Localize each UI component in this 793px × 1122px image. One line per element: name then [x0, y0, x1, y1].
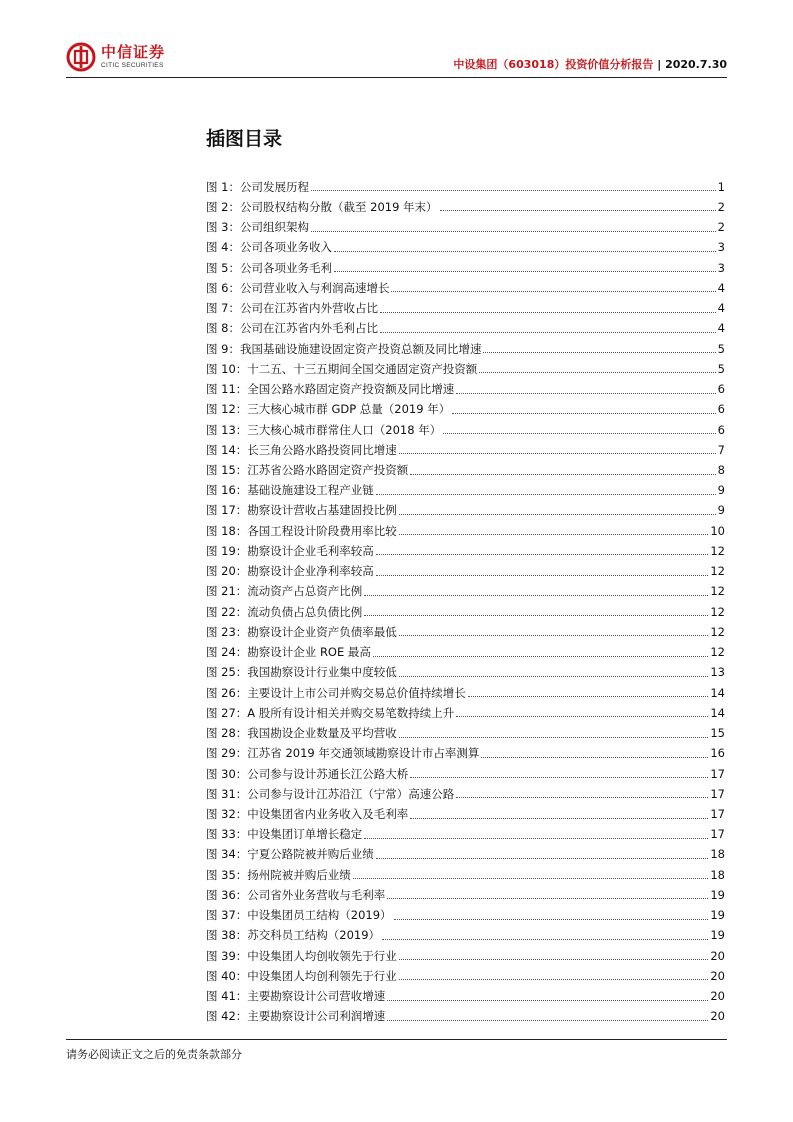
toc-dot-leader	[410, 818, 708, 819]
toc-entry-label: 图 32：中设集团省内业务收入及毛利率	[206, 807, 409, 821]
footer-disclaimer: 请务必阅读正文之后的免责条款部分	[66, 1048, 242, 1061]
toc-entry-page: 3	[717, 240, 725, 255]
toc-entry-label: 图 24：勘察设计企业 ROE 最高	[206, 645, 371, 660]
toc-entry[interactable]	[206, 824, 725, 844]
toc-entry-page: 6	[717, 402, 725, 417]
toc-entry[interactable]	[206, 904, 725, 924]
toc-dot-leader	[483, 352, 715, 353]
toc-entry-label: 图 2：公司股权结构分散（截至 2019 年末）	[206, 199, 438, 214]
toc-entry-page: 18	[710, 867, 725, 882]
toc-dot-leader	[387, 1000, 708, 1001]
toc-dot-leader	[376, 858, 709, 859]
toc-dot-leader	[456, 393, 715, 394]
toc-entry-page: 8	[717, 463, 725, 478]
toc-entry[interactable]	[206, 318, 725, 338]
footer-divider	[66, 1039, 727, 1040]
toc-dot-leader	[394, 919, 709, 920]
toc-entry-label: 图 6：公司营业收入与利润高速增长	[206, 280, 390, 295]
toc-entry[interactable]	[206, 176, 725, 196]
toc-dot-leader	[481, 757, 708, 758]
toc-entry[interactable]	[206, 399, 725, 419]
toc-entry-label: 图 12：三大核心城市群 GDP 总量（2019 年）	[206, 402, 451, 417]
toc-entry[interactable]	[206, 925, 725, 945]
toc-dot-leader	[376, 575, 709, 576]
toc-entry-label: 图 34：宁夏公路院被并购后业绩	[206, 847, 374, 862]
toc-entry-label: 图 14：长三角公路水路投资同比增速	[206, 442, 397, 457]
toc-entry-page: 20	[710, 1009, 725, 1024]
toc-dot-leader	[380, 312, 716, 313]
toc-dot-leader	[364, 838, 708, 839]
toc-entry-label: 图 21：流动资产占总资产比例	[206, 584, 363, 599]
toc-entry[interactable]	[206, 297, 725, 317]
toc-entry-page: 20	[710, 968, 725, 983]
toc-entry[interactable]	[206, 621, 725, 641]
toc-entry-label: 图 20：勘察设计企业净利率较高	[206, 564, 374, 579]
toc-entry[interactable]	[206, 378, 725, 398]
toc-entry-label: 图 36：公司省外业务营收与毛利率	[206, 887, 386, 902]
toc-entry[interactable]	[206, 459, 725, 479]
page-header	[66, 38, 727, 78]
toc-dot-leader	[376, 494, 716, 495]
toc-entry[interactable]	[206, 682, 725, 702]
citic-logo	[66, 40, 165, 74]
toc-dot-leader	[387, 898, 708, 899]
toc-entry-label: 图 3：公司组织架构	[206, 220, 309, 235]
toc-entry[interactable]	[206, 641, 725, 661]
toc-entry-label: 图 7：公司在江苏省内外营收占比	[206, 301, 378, 316]
header-separator: |	[657, 58, 662, 71]
toc-dot-leader	[440, 210, 716, 211]
toc-entry[interactable]	[206, 601, 725, 621]
toc-entry-label: 图 31：公司参与设计江苏沿江（宁常）高速公路	[206, 786, 455, 801]
toc-entry[interactable]	[206, 439, 725, 459]
toc-entry-label: 图 42：主要勘察设计公司利润增速	[206, 1009, 386, 1024]
toc-entry[interactable]	[206, 216, 725, 236]
toc-entry-page: 15	[710, 726, 725, 741]
toc-entry-page: 5	[717, 361, 725, 376]
toc-dot-leader	[399, 979, 709, 980]
toc-entry-page: 5	[717, 341, 725, 356]
toc-entry-label: 图 17：勘察设计营收占基建固投比例	[206, 503, 397, 518]
toc-entry[interactable]	[206, 581, 725, 601]
report-name: 中设集团（603018）投资价值分析报告	[453, 58, 654, 71]
toc-entry-label: 图 28：我国勘设企业数量及平均营收	[206, 726, 397, 741]
toc-dot-leader	[456, 716, 708, 717]
toc-dot-leader	[311, 231, 716, 232]
toc-entry-page: 12	[710, 645, 725, 660]
toc-entry-label: 图 4：公司各项业务收入	[206, 240, 332, 255]
toc-dot-leader	[456, 797, 708, 798]
toc-entry-label: 图 41：主要勘察设计公司营收增速	[206, 989, 386, 1004]
toc-entry[interactable]	[206, 763, 725, 783]
toc-entry-page: 17	[710, 807, 725, 821]
toc-dot-leader	[364, 595, 708, 596]
toc-dot-leader	[364, 615, 708, 616]
toc-entry-label: 图 35：扬州院被并购后业绩	[206, 867, 351, 882]
page-title: 插图目录	[206, 128, 283, 150]
toc-entry-page: 14	[710, 705, 725, 720]
toc-dot-leader	[376, 554, 709, 555]
toc-entry-page: 9	[717, 503, 725, 518]
toc-entry[interactable]	[206, 945, 725, 965]
figure-toc-list	[206, 176, 725, 1026]
logo-english-text: CITIC SECURITIES	[101, 61, 164, 69]
toc-entry[interactable]	[206, 419, 725, 439]
toc-entry-label: 图 23：勘察设计企业资产负债率最低	[206, 624, 397, 639]
toc-entry-page: 13	[710, 665, 725, 680]
toc-entry-page: 12	[710, 604, 725, 619]
toc-entry-page: 12	[710, 564, 725, 579]
toc-dot-leader	[399, 514, 716, 515]
toc-entry[interactable]	[206, 338, 725, 358]
toc-entry[interactable]	[206, 864, 725, 884]
toc-entry-label: 图 27：A 股所有设计相关并购交易笔数持续上升	[206, 705, 455, 720]
toc-entry-label: 图 10：十二五、十三五期间全国交通固定资产投资额	[206, 361, 478, 376]
toc-entry-page: 6	[717, 422, 725, 437]
toc-dot-leader	[399, 737, 709, 738]
toc-entry-label: 图 39：中设集团人均创收领先于行业	[206, 948, 397, 963]
toc-entry-page: 4	[717, 280, 725, 295]
toc-entry-page: 2	[717, 220, 725, 235]
toc-entry[interactable]	[206, 803, 725, 823]
toc-entry[interactable]	[206, 844, 725, 864]
toc-entry[interactable]	[206, 237, 725, 257]
toc-entry[interactable]	[206, 965, 725, 985]
toc-dot-leader	[468, 696, 709, 697]
toc-entry[interactable]	[206, 257, 725, 277]
toc-dot-leader	[373, 656, 708, 657]
toc-entry[interactable]	[206, 540, 725, 560]
toc-dot-leader	[399, 453, 716, 454]
toc-entry-label: 图 25：我国勘察设计行业集中度较低	[206, 665, 397, 680]
toc-entry-page: 18	[710, 847, 725, 862]
toc-entry-label: 图 1：公司发展历程	[206, 179, 309, 194]
report-date: 2020.7.30	[665, 58, 727, 71]
toc-dot-leader	[311, 190, 716, 191]
toc-entry-page: 19	[710, 928, 725, 943]
toc-dot-leader	[382, 939, 708, 940]
toc-entry-label: 图 18：各国工程设计阶段费用率比较	[206, 523, 397, 538]
toc-entry-page: 12	[710, 543, 725, 558]
toc-entry-label: 图 19：勘察设计企业毛利率较高	[206, 543, 374, 558]
toc-entry-label: 图 26：主要设计上市公司并购交易总价值持续增长	[206, 685, 466, 700]
toc-dot-leader	[399, 534, 709, 535]
toc-entry-page: 20	[710, 948, 725, 963]
toc-entry-page: 17	[710, 827, 725, 842]
toc-entry[interactable]	[206, 783, 725, 803]
toc-entry-label: 图 13：三大核心城市群常住人口（2018 年）	[206, 422, 442, 437]
toc-entry-label: 图 5：公司各项业务毛利	[206, 260, 332, 275]
citic-logo-icon	[66, 42, 96, 72]
toc-entry[interactable]	[206, 500, 725, 520]
toc-entry-page: 19	[710, 887, 725, 902]
toc-dot-leader	[399, 635, 709, 636]
header-divider	[66, 77, 727, 78]
toc-entry-label: 图 22：流动负债占总负债比例	[206, 604, 363, 619]
toc-dot-leader	[391, 291, 715, 292]
toc-entry-page: 17	[710, 786, 725, 801]
toc-entry-label: 图 11：全国公路水路固定资产投资额及同比增速	[206, 382, 455, 397]
toc-entry-label: 图 37：中设集团员工结构（2019）	[206, 908, 392, 923]
toc-entry-page: 1	[717, 179, 725, 194]
toc-entry-label: 图 30：公司参与设计苏通长江公路大桥	[206, 766, 409, 781]
toc-dot-leader	[387, 1020, 708, 1021]
toc-entry-page: 16	[710, 746, 725, 761]
toc-entry[interactable]	[206, 480, 725, 500]
toc-entry-label: 图 33：中设集团订单增长稳定	[206, 827, 363, 842]
toc-entry[interactable]	[206, 662, 725, 682]
toc-dot-leader	[443, 433, 715, 434]
toc-entry-label: 图 38：苏交科员工结构（2019）	[206, 928, 381, 943]
toc-entry-label: 图 15：江苏省公路水路固定资产投资额	[206, 463, 409, 478]
toc-entry-label: 图 40：中设集团人均创利领先于行业	[206, 968, 397, 983]
toc-dot-leader	[452, 413, 715, 414]
toc-dot-leader	[479, 372, 715, 373]
toc-entry[interactable]	[206, 702, 725, 722]
toc-entry[interactable]	[206, 196, 725, 216]
toc-entry-page: 19	[710, 908, 725, 923]
toc-entry[interactable]	[206, 520, 725, 540]
toc-entry-label: 图 8：公司在江苏省内外毛利占比	[206, 321, 378, 336]
toc-dot-leader	[380, 332, 716, 333]
logo-chinese-text: 中信证券	[101, 42, 166, 61]
toc-dot-leader	[410, 474, 715, 475]
toc-entry-page: 10	[710, 523, 725, 538]
toc-entry-page: 2	[717, 199, 725, 214]
toc-entry-page: 14	[710, 685, 725, 700]
toc-entry-label: 图 29：江苏省 2019 年交通领域勘察设计市占率测算	[206, 746, 480, 761]
toc-dot-leader	[334, 251, 716, 252]
toc-dot-leader	[410, 777, 708, 778]
toc-entry-page: 12	[710, 624, 725, 639]
toc-entry[interactable]	[206, 1006, 725, 1026]
toc-entry[interactable]	[206, 358, 725, 378]
toc-entry-page: 17	[710, 766, 725, 781]
toc-entry[interactable]	[206, 985, 725, 1005]
toc-entry-page: 4	[717, 321, 725, 336]
toc-dot-leader	[399, 959, 709, 960]
toc-entry[interactable]	[206, 884, 725, 904]
toc-entry-page: 6	[717, 382, 725, 397]
toc-entry-page: 4	[717, 301, 725, 316]
toc-dot-leader	[353, 878, 709, 879]
report-identifier	[453, 56, 727, 72]
toc-entry-page: 9	[717, 483, 725, 498]
toc-entry-page: 7	[717, 442, 725, 457]
toc-dot-leader	[399, 676, 709, 677]
toc-entry[interactable]	[206, 277, 725, 297]
toc-entry-page: 3	[717, 260, 725, 275]
toc-entry[interactable]	[206, 560, 725, 580]
toc-entry-page: 12	[710, 584, 725, 599]
toc-entry[interactable]	[206, 743, 725, 763]
toc-dot-leader	[334, 271, 716, 272]
toc-entry-label: 图 16：基础设施建设工程产业链	[206, 483, 374, 498]
toc-entry[interactable]	[206, 722, 725, 742]
toc-entry-page: 20	[710, 989, 725, 1004]
toc-entry-label: 图 9：我国基础设施建设固定资产投资总额及同比增速	[206, 341, 482, 356]
